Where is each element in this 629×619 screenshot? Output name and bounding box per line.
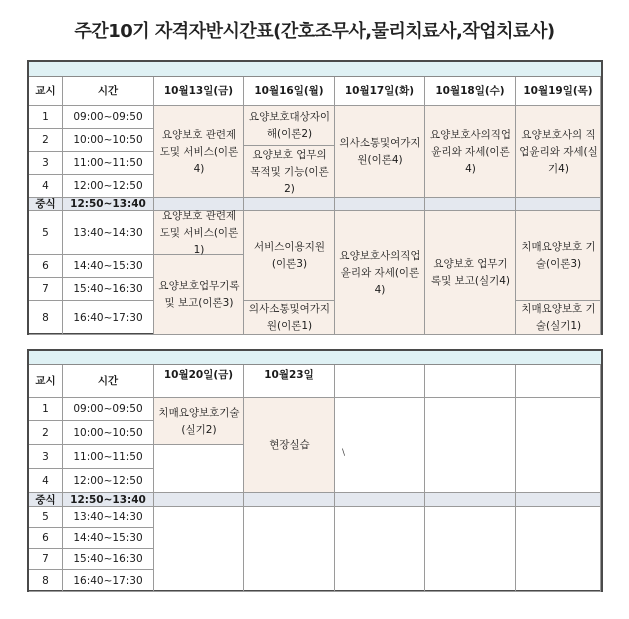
schedule-table-week1 [27, 60, 603, 335]
lunch-time-cell: 12:50~13:40 [63, 198, 154, 211]
period-cell: 5 [29, 507, 63, 528]
period-cell: 1 [29, 398, 63, 421]
time-cell: 10:00~10:50 [63, 129, 154, 152]
lunch-cell [516, 493, 601, 507]
time-cell: 11:00~11:50 [63, 152, 154, 175]
period-cell: 3 [29, 152, 63, 175]
table-grid [29, 365, 601, 590]
period-cell: 1 [29, 106, 63, 129]
period-cell: 3 [29, 445, 63, 469]
day-header [425, 365, 516, 398]
lunch-period-cell: 중식 [29, 198, 63, 211]
lunch-cell [244, 198, 335, 211]
time-cell: 09:00~09:50 [63, 398, 154, 421]
event-field-practice: 현장실습 [269, 439, 310, 451]
empty-cell [335, 507, 425, 592]
lunch-cell [516, 198, 601, 211]
period-cell: 4 [29, 469, 63, 493]
empty-cell [425, 398, 516, 493]
time-cell: 16:40~17:30 [63, 301, 154, 335]
event-mon-afternoon-1: 서비스이용지원 (이론3) [253, 241, 325, 270]
event-fri-morning-2: 치매요양보호기술 (실기2) [158, 406, 240, 436]
empty-cell [516, 398, 601, 493]
event-fri-afternoon-1: 요양보호 관련제 도및 서비스(이론 1) [159, 209, 239, 256]
table-top-bar [29, 62, 601, 77]
empty-cell [425, 507, 516, 592]
time-cell: 15:40~16:30 [63, 278, 154, 301]
day-header: 10월17일(화) [335, 77, 425, 106]
period-cell: 2 [29, 421, 63, 445]
lunch-cell [335, 198, 425, 211]
period-cell: 8 [29, 570, 63, 592]
event-mon-afternoon-2: 의사소통및여가지 원(이론1) [248, 303, 331, 332]
day-header: 10월20일(금) [154, 365, 244, 398]
time-cell: 14:40~15:30 [63, 528, 154, 549]
time-cell: 13:40~14:30 [63, 507, 154, 528]
day-header: 10월13일(금) [154, 77, 244, 106]
event-thu-morning: 요양보호사의 직 업윤리와 자세(실 기4) [519, 128, 598, 175]
period-cell: 6 [29, 528, 63, 549]
time-cell: 10:00~10:50 [63, 421, 154, 445]
event-wed-morning: 요양보호사의직업 윤리와 자세(이론 4) [429, 128, 512, 175]
event-thu-afternoon-1: 치매요양보호 기 술(이론3) [521, 241, 596, 270]
time-cell: 16:40~17:30 [63, 570, 154, 592]
event-mon-morning-2: 요양보호 업무의 목적및 기능(이론 2) [250, 148, 329, 195]
lunch-cell [335, 493, 425, 507]
day-header [335, 365, 425, 398]
period-cell: 5 [29, 211, 63, 255]
lunch-period-cell: 중식 [29, 493, 63, 507]
period-cell: 7 [29, 278, 63, 301]
time-cell: 11:00~11:50 [63, 445, 154, 469]
time-cell: 12:00~12:50 [63, 469, 154, 493]
day-header: 10월19일(목) [516, 77, 601, 106]
lunch-cell [244, 493, 335, 507]
lunch-cell [425, 493, 516, 507]
day-header: 10월23일 [244, 365, 335, 398]
event-fri-morning: 요양보호 관련제 도및 서비스(이론 4) [159, 128, 239, 175]
day-header [516, 365, 601, 398]
period-cell: 6 [29, 255, 63, 278]
empty-cell [244, 507, 335, 592]
empty-cell [154, 445, 244, 493]
period-header: 교시 [29, 77, 63, 106]
time-header: 시간 [63, 77, 154, 106]
pen-mark: \ [342, 448, 346, 458]
empty-cell [516, 507, 601, 592]
table-top-bar [29, 351, 601, 365]
period-header: 교시 [29, 365, 63, 398]
period-cell: 8 [29, 301, 63, 335]
period-cell: 2 [29, 129, 63, 152]
event-tue-morning: 의사소통및여가지 원(이론4) [339, 137, 421, 166]
table-grid [29, 77, 601, 333]
time-header: 시간 [63, 365, 154, 398]
period-cell: 4 [29, 175, 63, 198]
time-cell: 15:40~16:30 [63, 549, 154, 570]
lunch-time-cell: 12:50~13:40 [63, 493, 154, 507]
page-title: 주간10기 자격자반시간표(간호조무사,물리치료사,작업치료사) [74, 21, 555, 42]
event-tue-afternoon: 요양보호사의직업 윤리와 자세(이론 4) [339, 249, 421, 296]
empty-cell [335, 398, 425, 493]
lunch-cell [154, 493, 244, 507]
day-header: 10월18일(수) [425, 77, 516, 106]
event-thu-afternoon-2: 치매요양보호 기 술(실기1) [521, 303, 596, 332]
lunch-cell [425, 198, 516, 211]
period-cell: 7 [29, 549, 63, 570]
time-cell: 12:00~12:50 [63, 175, 154, 198]
event-mon-morning-1: 요양보호대상자이 해(이론2) [248, 111, 331, 140]
empty-cell [154, 507, 244, 592]
day-header: 10월16일(월) [244, 77, 335, 106]
time-cell: 13:40~14:30 [63, 211, 154, 255]
time-cell: 09:00~09:50 [63, 106, 154, 129]
schedule-table-week2 [27, 349, 603, 592]
event-fri-afternoon-2: 요양보호업무기록 및 보고(이론3) [158, 280, 240, 309]
time-cell: 14:40~15:30 [63, 255, 154, 278]
event-wed-afternoon: 요양보호 업무기 록및 보고(실기4) [430, 258, 511, 287]
